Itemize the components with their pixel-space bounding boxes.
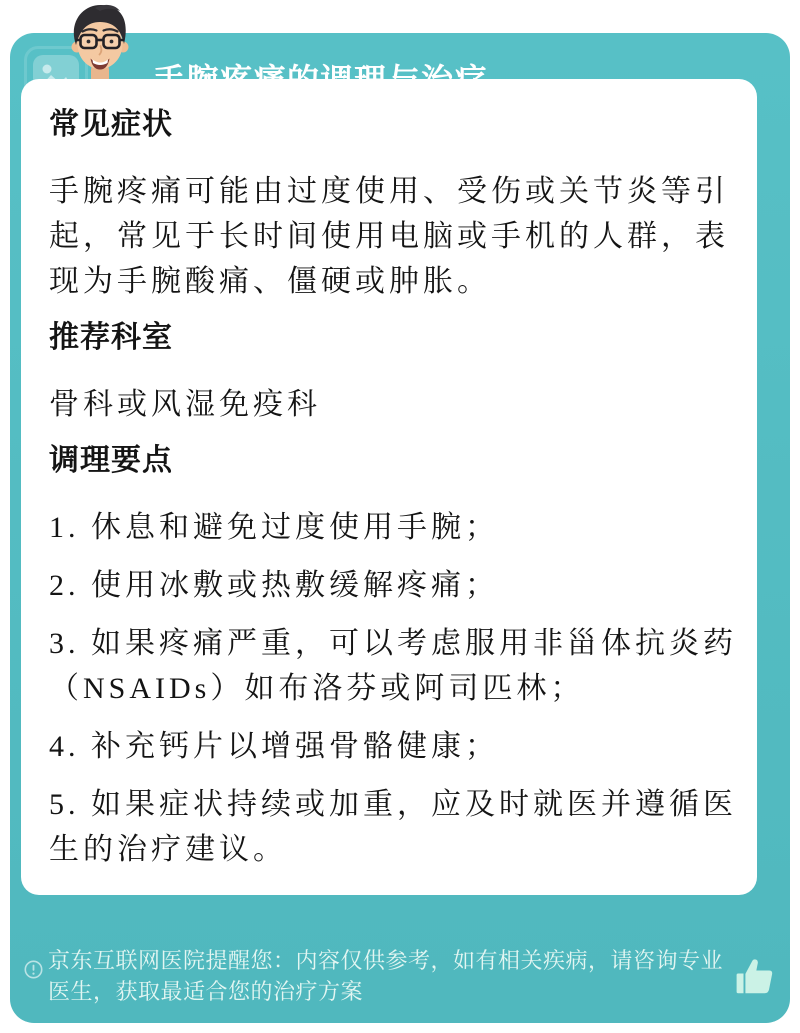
symptoms-text: 手腕疼痛可能由过度使用、受伤或关节炎等引起，常见于长时间使用电脑或手机的人群，表现为手腕酸痛、僵硬或肿胀。 [49, 175, 729, 298]
disclaimer-bar [10, 938, 790, 1023]
thumbs-up-icon[interactable] [732, 953, 778, 1001]
section-heading-care-points: 调理要点 [49, 444, 173, 477]
care-point-4: 4. 补充钙片以增强骨骼健康； [49, 730, 499, 763]
care-point-2: 2. 使用冰敷或热敷缓解疼痛； [49, 569, 499, 602]
section-heading-symptoms: 常见症状 [49, 108, 173, 141]
department-text: 骨科或风湿免疫科 [49, 388, 321, 421]
care-point-3: 3. 如果疼痛严重，可以考虑服用非甾体抗炎药（NSAIDs）如布洛芬或阿司匹林； [49, 627, 737, 705]
care-point-5: 5. 如果症状持续或加重，应及时就医并遵循医生的治疗建议。 [49, 788, 737, 866]
answer-card [21, 79, 757, 895]
info-circle-icon [24, 960, 43, 979]
section-heading-department: 推荐科室 [49, 321, 173, 354]
care-point-1: 1. 休息和避免过度使用手腕； [49, 511, 499, 544]
disclaimer-text: 京东互联网医院提醒您：内容仅供参考，如有相关疾病，请咨询专业医生，获取最适合您的治疗方案 [48, 948, 724, 1004]
